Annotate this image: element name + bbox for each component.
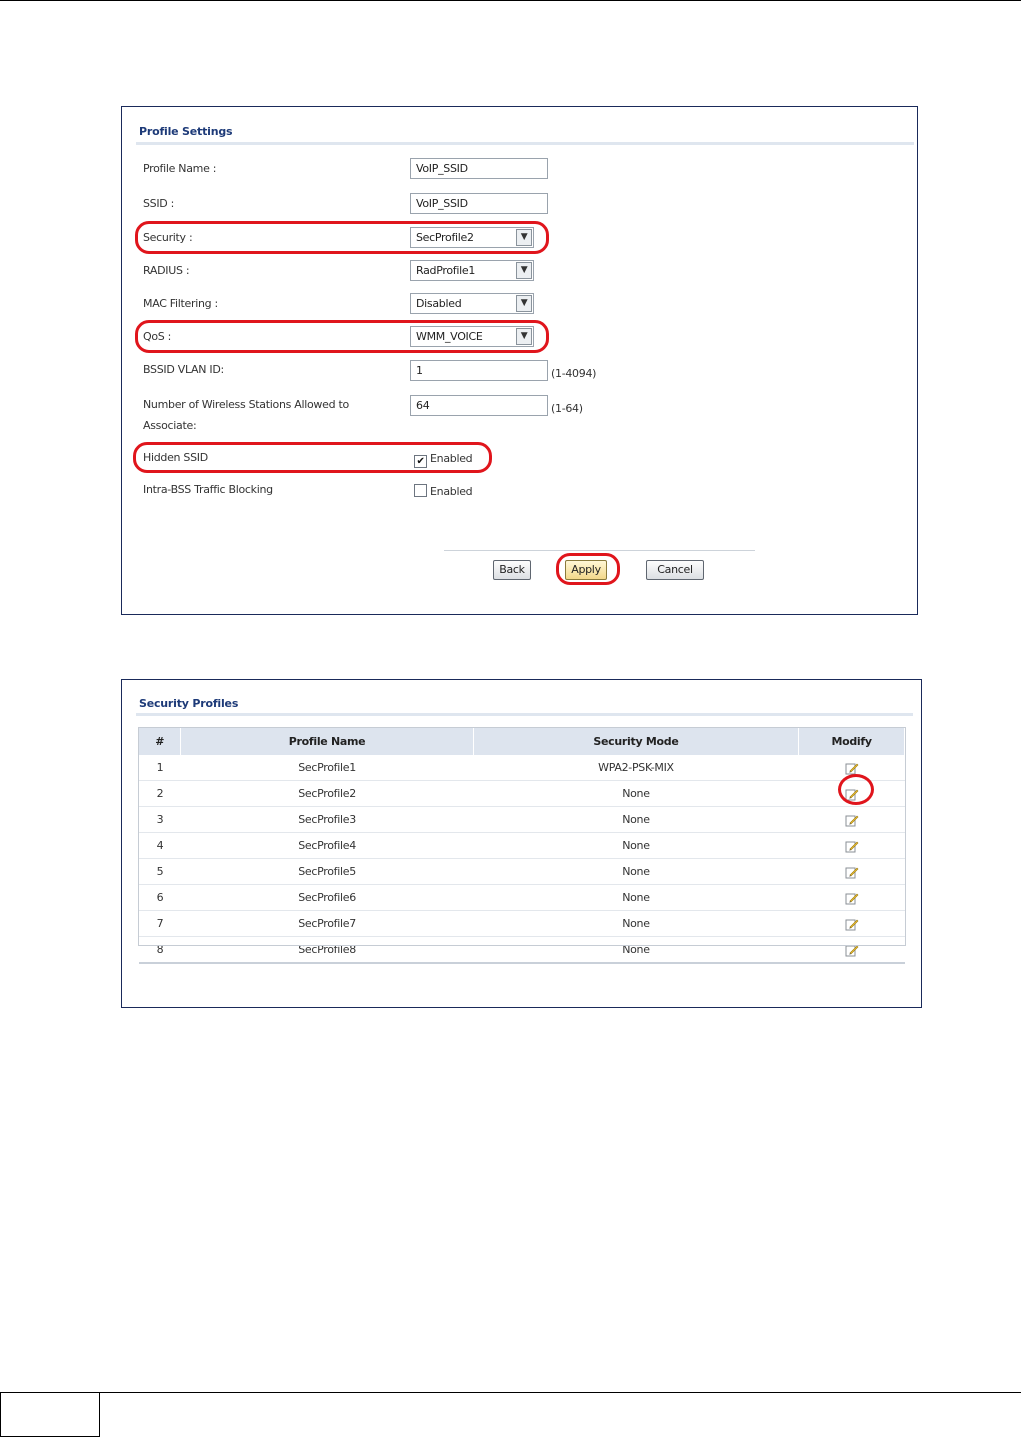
- profile-name-label: Profile Name :: [143, 162, 217, 175]
- intra-bss-enabled-label: Enabled: [430, 485, 473, 498]
- page-top-rule: [0, 0, 1021, 1]
- table-row: [139, 807, 905, 833]
- column-header-profile-name: Profile Name: [181, 728, 473, 755]
- hidden-ssid-label: Hidden SSID: [143, 451, 208, 464]
- cell-profile-name: SecProfile8: [181, 937, 473, 964]
- stations-label-line2: Associate:: [143, 419, 197, 432]
- edit-icon[interactable]: [845, 891, 859, 905]
- security-highlight: [135, 221, 549, 254]
- mac-filtering-select[interactable]: [410, 293, 534, 314]
- security-label: Security :: [143, 231, 193, 244]
- mac-filtering-select-value: Disabled: [416, 297, 462, 310]
- chevron-down-icon[interactable]: ▼: [516, 229, 532, 246]
- back-button[interactable]: Back: [493, 560, 531, 580]
- cell-number: 8: [139, 937, 181, 964]
- apply-button[interactable]: Apply: [565, 560, 607, 580]
- bssid-vlan-id-range: (1-4094): [551, 367, 597, 380]
- ssid-input[interactable]: VoIP_SSID: [410, 193, 548, 214]
- qos-select-value: WMM_VOICE: [416, 330, 483, 343]
- cell-number: 2: [139, 781, 181, 807]
- table-header-row: [139, 728, 905, 755]
- cell-security-mode: None: [473, 937, 799, 964]
- qos-highlight: [135, 320, 549, 353]
- column-header-security-mode: Security Mode: [473, 728, 799, 755]
- cell-number: 3: [139, 807, 181, 833]
- cell-security-mode: None: [473, 781, 799, 807]
- radius-label: RADIUS :: [143, 264, 190, 277]
- cell-modify: [799, 911, 905, 937]
- chevron-down-icon[interactable]: ▼: [516, 328, 532, 345]
- cell-security-mode: None: [473, 885, 799, 911]
- button-divider: [444, 550, 755, 551]
- chevron-down-icon[interactable]: ▼: [516, 262, 532, 279]
- table-row: [139, 755, 905, 781]
- security-profiles-table: [139, 728, 905, 964]
- hidden-ssid-checkbox[interactable]: ✔: [414, 455, 427, 468]
- edit-icon[interactable]: [845, 761, 859, 775]
- stations-range: (1-64): [551, 402, 583, 415]
- modify-highlight: [838, 774, 874, 805]
- qos-label: QoS :: [143, 330, 172, 343]
- cell-security-mode: None: [473, 859, 799, 885]
- cell-number: 5: [139, 859, 181, 885]
- bssid-vlan-id-label: BSSID VLAN ID:: [143, 363, 224, 376]
- table-row: [139, 859, 905, 885]
- intra-bss-checkbox-row[interactable]: [414, 484, 472, 500]
- cell-modify: [799, 807, 905, 833]
- cancel-button[interactable]: Cancel: [646, 560, 704, 580]
- ssid-label: SSID :: [143, 197, 175, 210]
- cell-number: 6: [139, 885, 181, 911]
- cell-modify: [799, 833, 905, 859]
- radius-select[interactable]: [410, 260, 534, 281]
- cell-modify: [799, 859, 905, 885]
- cell-profile-name: SecProfile4: [181, 833, 473, 859]
- cell-profile-name: SecProfile3: [181, 807, 473, 833]
- edit-icon[interactable]: [845, 813, 859, 827]
- cell-profile-name: SecProfile1: [181, 755, 473, 781]
- cell-security-mode: None: [473, 833, 799, 859]
- cell-security-mode: None: [473, 911, 799, 937]
- cell-modify: [799, 937, 905, 964]
- column-header-number: #: [139, 728, 181, 755]
- cell-number: 7: [139, 911, 181, 937]
- edit-icon[interactable]: [845, 839, 859, 853]
- cell-modify: [799, 885, 905, 911]
- table-row: [139, 885, 905, 911]
- cell-number: 1: [139, 755, 181, 781]
- profile-settings-title: Profile Settings: [139, 125, 233, 138]
- intra-bss-label: Intra-BSS Traffic Blocking: [143, 483, 273, 496]
- edit-icon[interactable]: [845, 865, 859, 879]
- cell-profile-name: SecProfile2: [181, 781, 473, 807]
- security-select-value: SecProfile2: [416, 231, 474, 244]
- radius-select-value: RadProfile1: [416, 264, 476, 277]
- title-divider: [136, 713, 913, 716]
- page-bottom-rule: [0, 1392, 1021, 1393]
- page-number-box: [0, 1392, 100, 1437]
- table-row: [139, 937, 905, 964]
- stations-input[interactable]: 64: [410, 395, 548, 416]
- hidden-ssid-highlight: [133, 442, 492, 473]
- security-profiles-panel: [121, 679, 922, 1008]
- cell-security-mode: None: [473, 807, 799, 833]
- apply-highlight: [556, 553, 620, 585]
- security-profiles-title: Security Profiles: [139, 697, 239, 710]
- cell-security-mode: WPA2-PSK-MIX: [473, 755, 799, 781]
- edit-icon[interactable]: [845, 943, 859, 957]
- edit-icon[interactable]: [845, 917, 859, 931]
- cell-profile-name: SecProfile7: [181, 911, 473, 937]
- bssid-vlan-id-input[interactable]: 1: [410, 360, 548, 381]
- table-row: [139, 911, 905, 937]
- hidden-ssid-enabled-label: Enabled: [430, 452, 473, 465]
- intra-bss-checkbox[interactable]: [414, 484, 427, 497]
- cell-profile-name: SecProfile6: [181, 885, 473, 911]
- profile-name-input[interactable]: VoIP_SSID: [410, 158, 548, 179]
- title-divider: [136, 142, 914, 145]
- stations-label-line1: Number of Wireless Stations Allowed to: [143, 398, 349, 411]
- chevron-down-icon[interactable]: ▼: [516, 295, 532, 312]
- table-row: [139, 833, 905, 859]
- table-row: [139, 781, 905, 807]
- column-header-modify: Modify: [799, 728, 905, 755]
- mac-filtering-label: MAC Filtering :: [143, 297, 218, 310]
- cell-number: 4: [139, 833, 181, 859]
- profile-settings-panel: [121, 106, 918, 615]
- cell-profile-name: SecProfile5: [181, 859, 473, 885]
